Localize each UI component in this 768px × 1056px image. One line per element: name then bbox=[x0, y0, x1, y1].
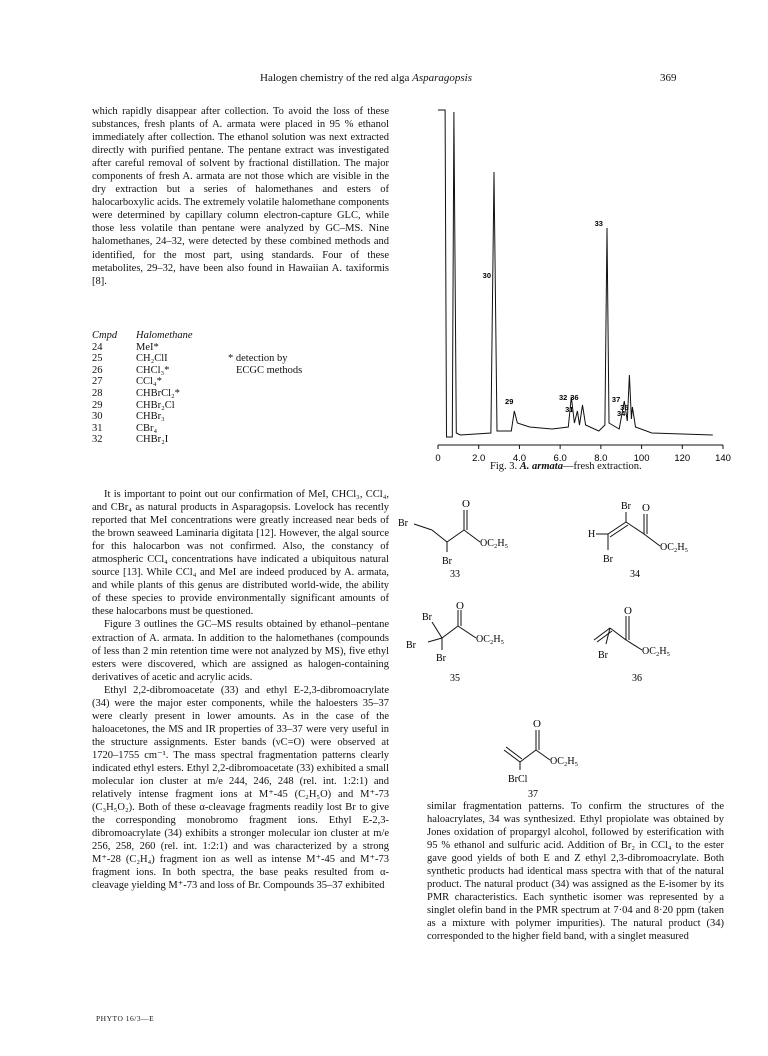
peak-label-31: 31 bbox=[565, 405, 574, 414]
compound-number: 33 bbox=[450, 569, 460, 580]
peak-label-33: 33 bbox=[594, 219, 603, 228]
peak-label-29: 29 bbox=[505, 397, 514, 406]
compound-number: 27 bbox=[92, 376, 103, 388]
chromatogram-trace bbox=[438, 110, 713, 437]
compound-number: 35 bbox=[450, 673, 460, 684]
page-footer: PHYTO 16/3—E bbox=[96, 1014, 155, 1023]
left-column-top-text bbox=[92, 105, 389, 288]
compound-number: 34 bbox=[630, 569, 640, 580]
table-row bbox=[92, 365, 228, 377]
table-row bbox=[92, 388, 228, 400]
table-row bbox=[92, 342, 228, 354]
compound-formula: CHBr₂Cl bbox=[136, 399, 175, 411]
x-tick-label: 0 bbox=[435, 453, 441, 464]
page-number: 369 bbox=[660, 72, 677, 84]
table-row bbox=[92, 353, 228, 365]
compound-formula: CHBrCl₂* bbox=[136, 387, 180, 399]
atom-OC2H5: OC₂H₅ bbox=[642, 646, 671, 657]
x-tick-label: 120 bbox=[674, 453, 691, 464]
atom-OC2H5: OC₂H₅ bbox=[480, 538, 509, 549]
atom-Br-top: Br bbox=[422, 612, 432, 623]
peak-label-35: 35 bbox=[620, 403, 629, 412]
x-tick-label: 140 bbox=[715, 453, 731, 464]
compound-number: 31 bbox=[92, 422, 103, 434]
x-tick-label: 100 bbox=[633, 453, 650, 464]
table-header-row bbox=[92, 330, 228, 342]
compound-number: 28 bbox=[92, 387, 103, 399]
paragraph-extraction: which rapidly disappear after collection. To avoid the loss of these substances, fresh plants of A. armata were placed in 95 % ethanol immediately after collection. The ethanol solution was next extracted directly with purified pentane. The pentane extract was investigated after careful removal of solvent by fractional distillation. The major components of fresh A. armata are not those which are visible in the dry extraction but a series of halomethanes and esters of halocarboxylic acids. The extremely volatile halomethane components were determined by capillary column electron-capture GLC, while those less volatile than pentane were analyzed by GC–MS. Nine halomethanes, 24–32, were detected by these combined methods and identified, for the most part, using standards. Four of these metabolites, 29–32, have been also found in Hawaiian A. taxiformis [8]. bbox=[92, 106, 389, 287]
running-title: Halogen chemistry of the red alga Asparagopsis bbox=[260, 72, 473, 84]
compound-formula: CHCl₃* bbox=[136, 364, 170, 376]
compound-formula: CH₂ClI bbox=[136, 353, 168, 365]
atom-O: O bbox=[624, 605, 632, 617]
paragraph-esters: Ethyl 2,2-dibromoacetate (33) and ethyl E-2,3-dibromoacrylate (34) were the major ester components, while the haloesters 35–37 were clearly present in lower amounts. As in the case of the haloacetones, the MS and IR properties of 33–37 were very useful in the structure assignments. Ester bands (νC=O) were observed at 1720–1755 cm⁻¹. The mass spectral fragmentation patterns clearly indicated ethyl esters. Ethyl 2,2-dibromoacetate (33) exhibited a small molecular ion cluster at m/e 244, 246, 248 (rel. int. 1:2:1) and relatively intense fragment ions at M⁺-45 (C₂H₅O) and M⁺-73 (C₃H₅O₂). Both of these α-cleavage fragments readily lost Br to give the corresponding monobromo fragment ions. Ethyl E-2,3-dibromoacrylate (34) exhibits a stronger molecular ion cluster at m/e 256, 258, 260 (rel. int. 1:2:1) and was characterized by a strong M⁺-28 (C₂H₄) fragment ion as well as intense M⁺-45 and M⁺-73 fragment ions. In both spectra, the base peaks resulted from α-cleavage yielding M⁺-73 and loss of Br. Compounds 35–37 exhibited bbox=[92, 684, 389, 892]
header-halomethane: Halomethane bbox=[136, 330, 193, 341]
table-row bbox=[92, 411, 228, 423]
compound-number: 37 bbox=[528, 789, 538, 798]
atom-Br-top: Br bbox=[621, 501, 631, 512]
atom-Br: Br bbox=[398, 518, 408, 529]
paragraph-confirmation: It is important to point out our confirmation of MeI, CHCl₃, CCl₄, and CBr₄ as natural products in Asparagopsis. Lovelock has recently reported that MeI concentrations were greatly increased near beds of the brown seaweed Laminaria digitata [12]. However, the algal source for this halocarbon was not confirmed. Also, the constancy of atmospheric CCl₄ concentrations have indicated a ubiquitous natural source [13]. While CCl₄ and MeI are indeed produced by A. armata, and while plants of this genus are distributed world-wide, the ability of these species to provide environmentally significant amounts of these halocarbons must be questioned. bbox=[92, 489, 389, 618]
x-tick-label: 4.0 bbox=[512, 453, 527, 464]
x-tick-label: 8.0 bbox=[594, 453, 608, 464]
atom-OC2H5: OC₂H₅ bbox=[476, 634, 505, 645]
compound-number: 36 bbox=[632, 673, 642, 684]
gc-ms-chromatogram bbox=[418, 100, 736, 472]
atom-O: O bbox=[462, 498, 470, 510]
atom-Br: Br bbox=[598, 650, 608, 661]
figure-caption: Fig. 3. A. armata—fresh extraction. bbox=[490, 461, 642, 472]
structure-36 bbox=[570, 600, 730, 685]
peak-label-32: 32 bbox=[558, 393, 568, 402]
atom-BrCl: BrCl bbox=[508, 774, 528, 785]
table-row bbox=[92, 423, 228, 435]
structure-37 bbox=[478, 708, 628, 798]
atom-Br-lower: Br bbox=[442, 556, 452, 567]
running-header bbox=[0, 72, 768, 88]
compound-number: 25 bbox=[92, 353, 103, 365]
paragraph-synthesis: similar fragmentation patterns. To confirm the structures of the haloacrylates, 34 was synthesized. Ethyl propiolate was obtained by Jones oxidation of propargyl alcohol, followed by esterification with 95 % ethanol and sulfuric acid. Addition of Br₂ in CCl₄ to the ester gave good yields of both E and Z ethyl 2,3-dibromoacrylate. Both synthetic products had identical mass spectra with that of the natural product. The natural product (34) was assigned as the E-isomer by its PMR characteristics. Each synthetic isomer was represented by a singlet olefin band in the PMR spectrum at 7·04 and 8·20 ppm (taken as a mixture with polymer impurities). The natural product (34) corresponded to the higher field band, with a singlet measured bbox=[427, 801, 724, 943]
peak-label-30: 30 bbox=[482, 271, 491, 280]
atom-Br-left: Br bbox=[406, 640, 416, 651]
atom-Br-bottom: Br bbox=[436, 653, 446, 664]
table-row bbox=[92, 400, 228, 412]
right-column-bottom-text bbox=[427, 800, 724, 944]
atom-O: O bbox=[642, 502, 650, 514]
atom-OC2H5: OC₂H₅ bbox=[550, 756, 579, 767]
header-cmpd: Cmpd bbox=[92, 330, 118, 341]
structure-33 bbox=[392, 490, 542, 580]
atom-H: H bbox=[588, 529, 596, 540]
atom-O: O bbox=[533, 718, 541, 730]
compound-formula: CHBr₂I bbox=[136, 434, 169, 446]
structure-34 bbox=[570, 490, 730, 580]
table-row bbox=[92, 434, 228, 446]
compound-number: 24 bbox=[92, 341, 103, 353]
compound-formula: MeI* bbox=[136, 341, 159, 353]
paragraph-gcms: Figure 3 outlines the GC–MS results obtained by ethanol–pentane extraction of A. armata. In addition to the halomethanes (compounds of less than 2 min retention time were not analyzed by MS), five ethyl esters were discovered, which are assigned as halogen-containing derivatives of acetic and acrylic acids. bbox=[92, 619, 389, 683]
compound-formula: CBr₄ bbox=[136, 422, 158, 434]
chromatogram-svg bbox=[418, 100, 736, 472]
compound-formula: CCl₄* bbox=[136, 376, 162, 388]
atom-OC2H5: OC₂H₅ bbox=[660, 542, 689, 553]
halomethane-table bbox=[92, 330, 228, 446]
peak-label-36: 36 bbox=[570, 393, 579, 402]
x-tick-label: 6.0 bbox=[553, 453, 567, 464]
atom-Br-bottom: Br bbox=[603, 554, 613, 565]
left-column-bottom-text bbox=[92, 488, 389, 892]
compound-number: 26 bbox=[92, 364, 103, 376]
x-tick-label: 2.0 bbox=[472, 453, 486, 464]
compound-number: 30 bbox=[92, 411, 103, 423]
structure-35 bbox=[392, 600, 552, 685]
compound-formula: CHBr₃ bbox=[136, 411, 165, 423]
table-row bbox=[92, 376, 228, 388]
compound-number: 29 bbox=[92, 399, 103, 411]
peak-label-34: 34 bbox=[617, 409, 626, 418]
peak-label-37: 37 bbox=[611, 395, 621, 404]
atom-O: O bbox=[456, 600, 464, 612]
table-footnote: * detection by ECGC methods bbox=[228, 353, 303, 376]
compound-number: 32 bbox=[92, 434, 103, 446]
